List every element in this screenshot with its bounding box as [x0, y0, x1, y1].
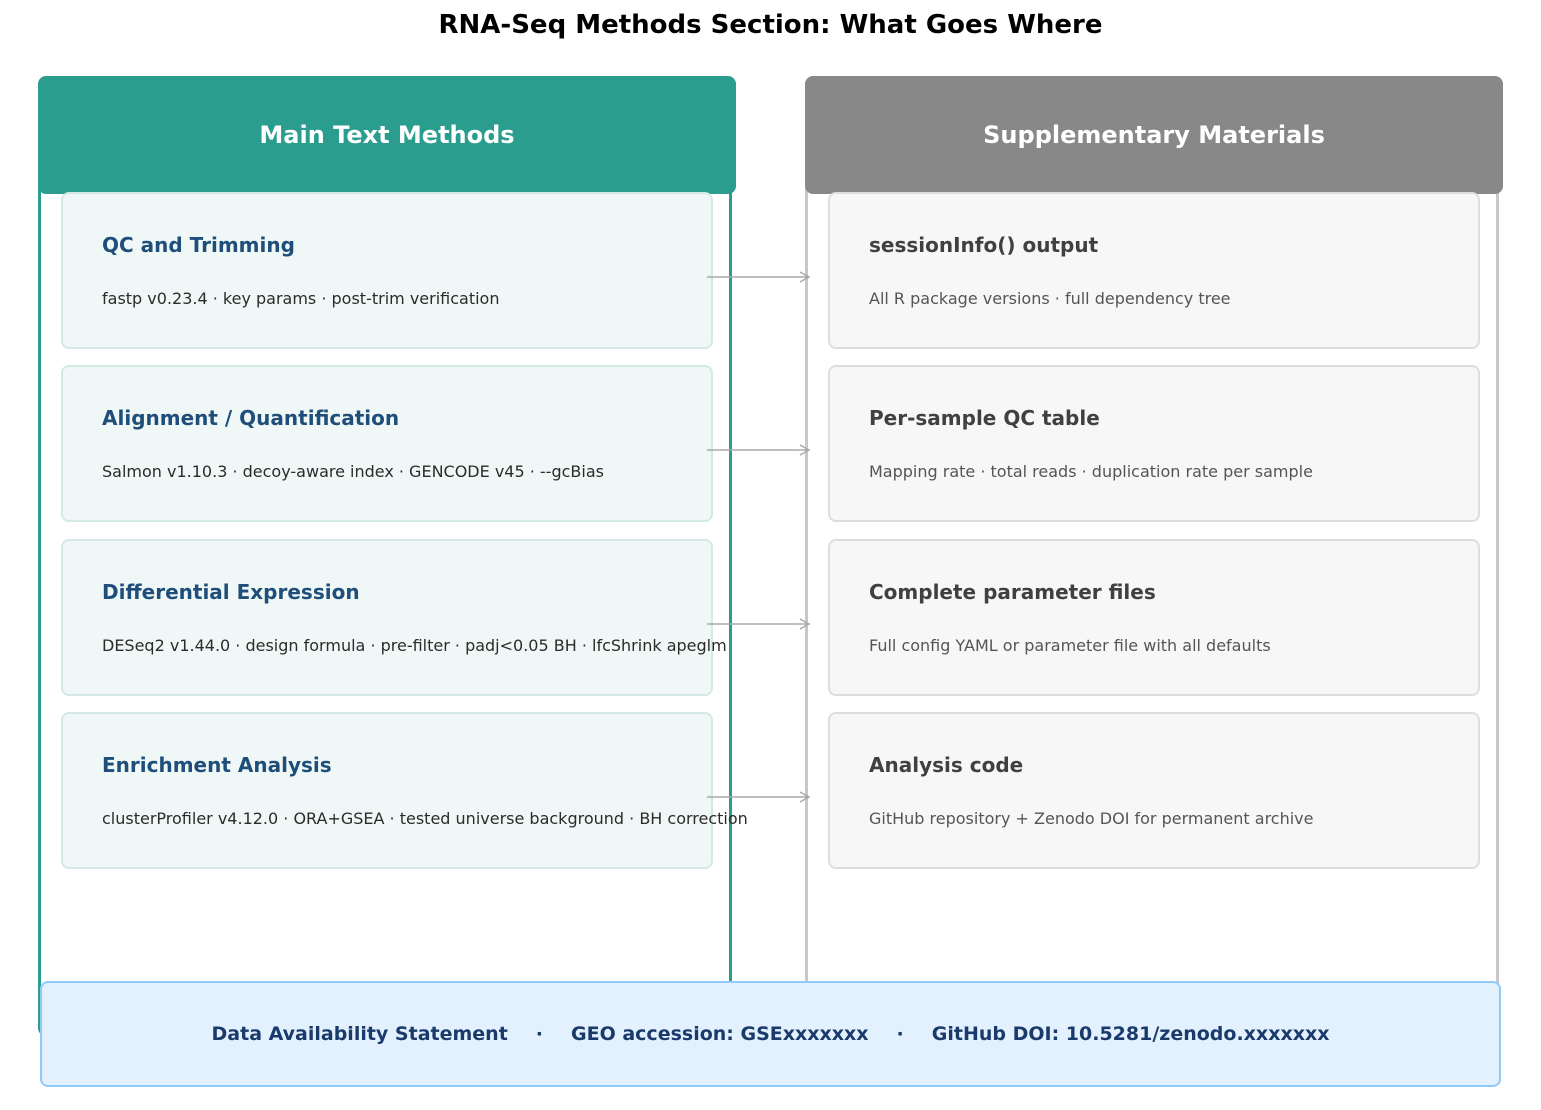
- card-description: Salmon v1.10.3 · decoy-aware index · GENCODE v45 · --gcBias: [102, 462, 604, 481]
- card-description: fastp v0.23.4 · key params · post-trim verification: [102, 289, 500, 308]
- supp-card-qc-table: [828, 365, 1480, 522]
- card-title: Complete parameter files: [869, 580, 1156, 604]
- page-title: RNA-Seq Methods Section: What Goes Where: [438, 10, 1103, 40]
- main-card-differential-expression: [61, 539, 727, 696]
- card-title: Enrichment Analysis: [102, 753, 332, 777]
- card-title: Differential Expression: [102, 580, 360, 604]
- card-description: Full config YAML or parameter file with all defaults: [869, 636, 1271, 655]
- main-text-header: Main Text Methods: [38, 76, 736, 194]
- supp-card-analysis-code: [828, 712, 1480, 869]
- card-description: clusterProfiler v4.12.0 · ORA+GSEA · tested universe background · BH correction: [102, 809, 748, 828]
- card-title: Per-sample QC table: [869, 406, 1100, 430]
- data-availability-label: Data Availability Statement: [211, 1023, 508, 1045]
- card-description: Mapping rate · total reads · duplication rate per sample: [869, 462, 1313, 481]
- main-card-enrichment-analysis: [61, 712, 748, 869]
- main-card-qc-trimming: [61, 192, 713, 349]
- card-title: QC and Trimming: [102, 233, 295, 257]
- card-description: DESeq2 v1.44.0 · design formula · pre-filter · padj<0.05 BH · lfcShrink apeglm: [102, 636, 727, 655]
- github-doi: GitHub DOI: 10.5281/zenodo.xxxxxxx: [931, 1023, 1330, 1045]
- card-title: sessionInfo() output: [869, 233, 1099, 257]
- supp-card-parameter-files: [828, 539, 1480, 696]
- supp-card-session-info: [828, 192, 1480, 349]
- card-description: All R package versions · full dependency tree: [869, 289, 1231, 308]
- data-availability-footer: [40, 981, 1501, 1087]
- card-description: GitHub repository + Zenodo DOI for permanent archive: [869, 809, 1314, 828]
- main-card-alignment-quantification: [61, 365, 713, 522]
- geo-accession: GEO accession: GSExxxxxxx: [571, 1023, 869, 1045]
- separator: ·: [535, 1023, 543, 1045]
- card-title: Alignment / Quantification: [102, 406, 400, 430]
- supplementary-header: Supplementary Materials: [805, 76, 1503, 194]
- card-title: Analysis code: [869, 753, 1024, 777]
- separator: ·: [896, 1023, 904, 1045]
